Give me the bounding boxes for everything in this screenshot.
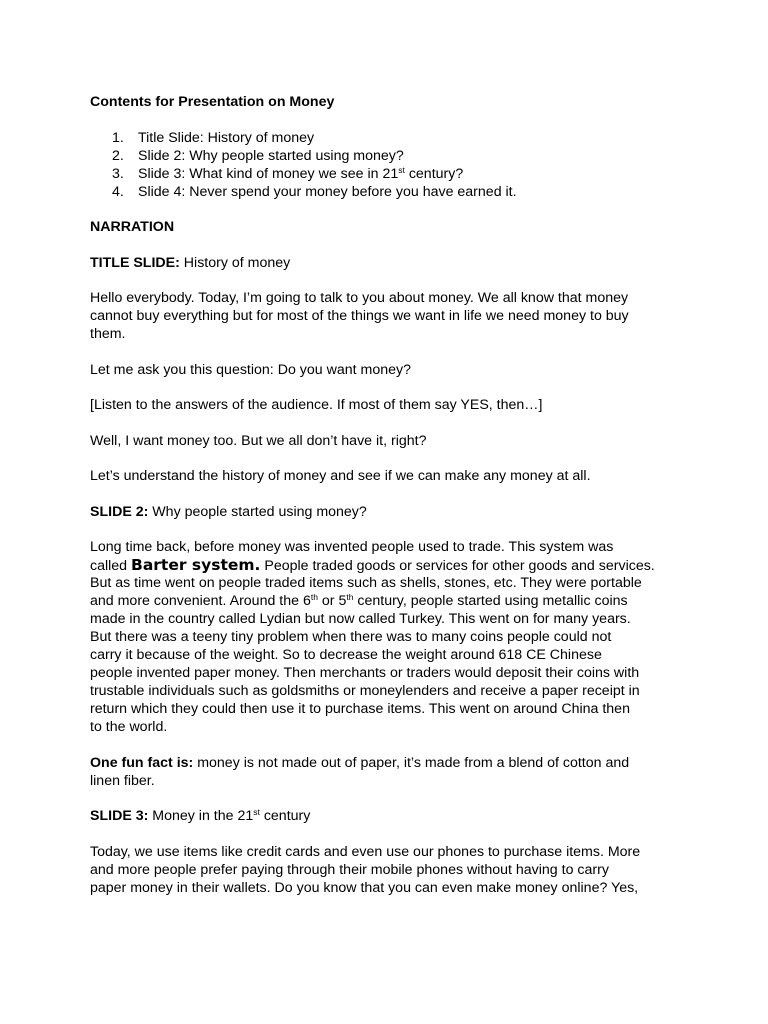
- paragraph: [90, 538, 690, 736]
- list-item-text: century?: [404, 165, 464, 182]
- list-item: [90, 147, 690, 165]
- list-number: 2.: [112, 147, 124, 164]
- text-line: But there was a teeny tiny problem when there was to many coins people could not: [90, 629, 612, 645]
- text-line: people invented paper money. Then merchants or traders would deposit their coins with: [90, 665, 640, 681]
- list-item-text: Slide 4: Never spend your money before you have earned it.: [138, 183, 517, 200]
- paragraph: [Listen to the answers of the audience. If most of them say YES, then…]: [90, 397, 543, 413]
- text-run: and more convenient. Around the 6: [90, 593, 311, 609]
- text-line: linen fiber.: [90, 772, 155, 789]
- list-item: [90, 129, 690, 147]
- slide2-heading: [90, 503, 690, 521]
- list-item: [90, 183, 690, 201]
- text-line: to the world.: [90, 719, 168, 735]
- superscript: th: [346, 592, 354, 602]
- list-item-text: Title Slide: History of money: [138, 129, 315, 146]
- superscript: st: [253, 807, 260, 817]
- barter-term: Barter system.: [131, 556, 261, 574]
- paragraph: Well, I want money too. But we all don’t have it, right?: [90, 432, 427, 449]
- document-page: [90, 93, 690, 897]
- text-run: or 5: [317, 593, 347, 609]
- text-line: trustable individuals such as goldsmiths or moneylenders and receive a paper receipt in: [90, 683, 640, 699]
- title-slide-heading: [90, 254, 690, 272]
- paragraph: [90, 289, 690, 343]
- text-run: People traded goods or services for other goods and services.: [260, 558, 655, 574]
- text-run: called: [90, 558, 132, 574]
- superscript: st: [398, 164, 405, 175]
- text-line: paper money in their wallets. Do you know that you can even make money online? Yes,: [90, 879, 639, 896]
- text-line: carry it because of the weight. So to decrease the weight around 618 CE Chinese: [90, 647, 602, 663]
- list-item-text: Slide 3: What kind of money we see in 21: [138, 165, 399, 182]
- text-run: money is not made out of paper, it’s made from a blend of cotton and: [193, 754, 630, 771]
- paragraph: Let me ask you this question: Do you want money?: [90, 361, 411, 378]
- text-line: Long time back, before money was invented people used to trade. This system was: [90, 539, 614, 555]
- text-line: and more people prefer paying through their mobile phones without having to carry: [90, 861, 609, 878]
- section-title: Money in the 21: [148, 808, 254, 824]
- text-line: return which they could then use it to purchase items. This went on around China then: [90, 701, 630, 717]
- section-label: TITLE SLIDE:: [90, 254, 180, 271]
- superscript: th: [310, 592, 318, 602]
- section-title: Why people started using money?: [148, 503, 367, 520]
- list-item-text: Slide 2: Why people started using money?: [138, 147, 404, 164]
- list-number: 1.: [112, 129, 124, 146]
- text-line: But as time went on people traded items such as shells, stones, etc. They were portable: [90, 575, 642, 591]
- contents-title: Contents for Presentation on Money: [90, 94, 335, 110]
- slide3-heading: [90, 807, 690, 825]
- section-label: SLIDE 3:: [90, 808, 149, 824]
- paragraph: Let’s understand the history of money and see if we can make any money at all.: [90, 468, 591, 484]
- text-line: Today, we use items like credit cards and even use our phones to purchase items. More: [90, 843, 641, 860]
- section-label: SLIDE 2:: [90, 503, 149, 520]
- text-line: [90, 754, 690, 772]
- paragraph: [90, 843, 690, 897]
- list-number: 4.: [112, 183, 124, 200]
- list-item: [90, 165, 690, 183]
- text-line: Hello everybody. Today, I’m going to talk to you about money. We all know that money: [90, 290, 629, 306]
- text-line: [90, 592, 690, 610]
- fun-fact-paragraph: [90, 754, 690, 790]
- text-line: made in the country called Lydian but now called Turkey. This went on for many years.: [90, 611, 631, 627]
- text-run: century, people started using metallic coins: [353, 593, 628, 609]
- section-title: History of money: [179, 254, 291, 271]
- section-title: century: [259, 808, 311, 824]
- contents-list: [90, 129, 690, 201]
- text-line: them.: [90, 326, 126, 342]
- list-number: 3.: [112, 165, 124, 182]
- text-line: cannot buy everything but for most of the things we want in life we need money to buy: [90, 308, 629, 324]
- narration-heading: NARRATION: [90, 219, 175, 235]
- text-line: [90, 556, 690, 574]
- fun-fact-label: One fun fact is:: [90, 754, 194, 771]
